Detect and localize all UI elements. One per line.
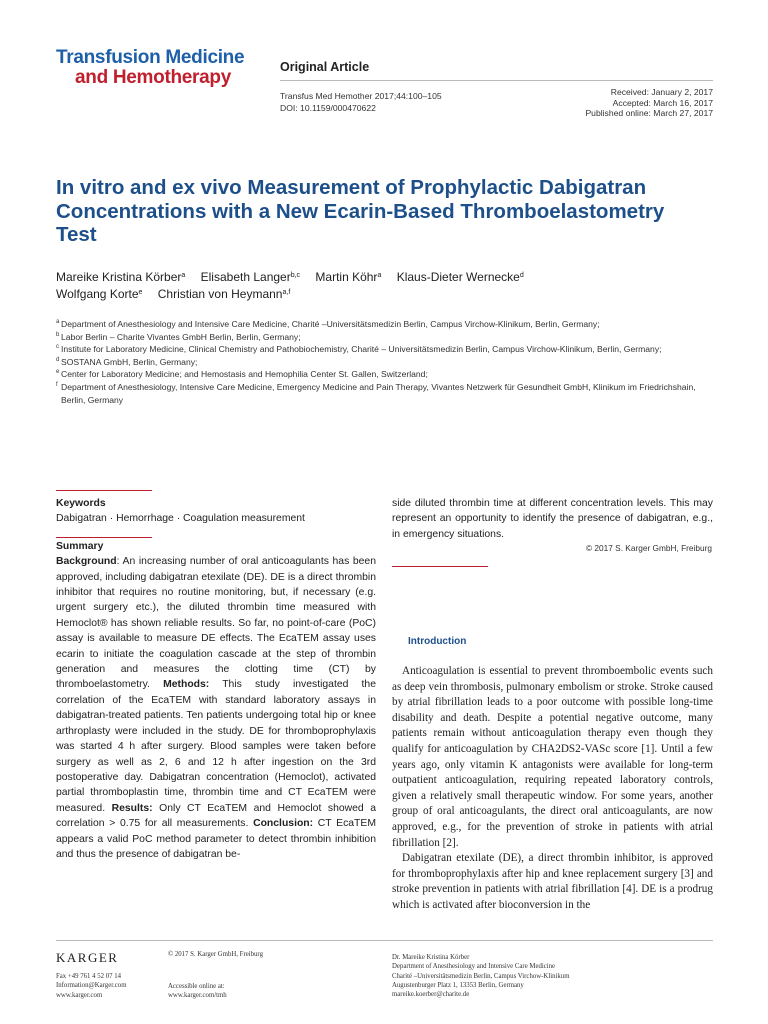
summary-end-rule (392, 566, 488, 567)
keywords-rule (56, 490, 152, 491)
abstract-column (56, 496, 376, 862)
affiliation: d SOSTANA GmbH, Berlin, Germany; (56, 356, 198, 367)
article-title: In vitro and ex vivo Measurement of Prophylactic Dabigatran Concentrations with a New Ecarin-Based Thromboelastometry Test (56, 176, 665, 246)
keywords-text: Dabigatran · Hemorrhage · Coagulation measurement (56, 513, 305, 525)
online-access (168, 982, 227, 1001)
article-type: Original Article (280, 60, 370, 74)
introduction-body (392, 664, 713, 914)
footer-divider (56, 940, 713, 941)
author[interactable]: Wolfgang Korte$^e$ (56, 287, 143, 301)
affiliation: f Department of Anesthesiology, Intensive Care Medicine, Emergency Medicine and Pain Therapy, Vivantes Netzwerk für Gesundheit GmbH, Klinikum im Friedrichshain, Berlin, Germany (56, 381, 696, 405)
publisher-logo: KARGER (56, 950, 119, 965)
received-date: Received: January 2, 2017 (610, 87, 713, 97)
publisher-contact (56, 972, 127, 1000)
introduction-paragraph: Dabigatran etexilate (DE), a direct thrombin inhibitor, is approved for thromboprophylaxis after hip and knee replacement surgery [3] and stroke prevention in patients with atrial fibrillation [4]. DE is a prodrug which is activated after bioconversion in the (392, 852, 713, 911)
keywords-heading: Keywords (56, 498, 106, 509)
journal-logo-line1: Transfusion Medicine (56, 47, 245, 68)
publisher-fax: Fax +49 761 4 52 07 14 (56, 973, 122, 980)
publisher-email[interactable]: Information@Karger.com (56, 982, 127, 990)
author-list (56, 268, 716, 302)
author[interactable]: Klaus-Dieter Wernecke$^d$ (396, 270, 524, 284)
journal-logo (56, 48, 244, 88)
conclusion-text: CT EcaTEM appears a valid PoC method parameter to detect thrombin inhibition and thus the presence of dabigatran be- (56, 818, 376, 860)
author[interactable]: Elisabeth Langer$^{b,c}$ (200, 270, 301, 284)
affiliation-list (56, 318, 716, 406)
summary-text: Background: An increasing number of oral anticoagulants has been approved, including dabigatran etexilate (DE). DE is a direct thrombin inhibitor that requires no routine monitoring, but, if necessary (e.g. urgent surgery etc.), the diluted thrombin time measured with Hemoclot® has shown reliable results. So far, no point-of-care (PoC) assay is available to measure DE effects. The EcaTEM assay uses ecarin to initiate the coagulation cascade at the step of thrombin generation and measures the clotting time (CT) by thromboelastometry. Methods: This study investigated the correlation of the EcaTEM with standard laboratory assays in dabigatran-treated patients. Ten patients undergoing total hip or knee arthroplasty were included in the study. DE for thromboprophylaxis was started 4 h after surgery. Blood samples were taken before surgery as well as 2, 6 and 12 h after ingestion on the 3rd postoperative day. Dabigatran concentration (Hemoclot), activated partial thromboplastin time, thrombin time and CT EcaTEM were measured. Results: Only CT EcaTEM and Hemoclot showed a correlation > 0.75 for all measurements. Conclusion: CT EcaTEM appears a valid PoC method parameter to detect thrombin inhibition and thus the presence of dabigatran be- (56, 556, 376, 860)
online-access-label: Accessible online at: (168, 983, 225, 990)
corresponding-email[interactable]: mareike.koerber@charite.de (392, 991, 470, 999)
doi[interactable]: DOI: 10.1159/000470622 (280, 103, 376, 113)
introduction-heading: Introduction (408, 636, 467, 647)
affiliation: b Labor Berlin – Charite Vivantes GmbH Berlin, Berlin, Germany; (56, 331, 301, 342)
affiliation: a Department of Anesthesiology and Intensive Care Medicine, Charité –Universitätsmedizin Berlin, Campus Virchow-Klinikum, Berlin, Germany; (56, 319, 600, 329)
affiliation: e Center for Laboratory Medicine; and Hemostasis and Hemophilia Center St. Gallen, Switzerland; (56, 369, 428, 380)
journal-citation: Transfus Med Hemother 2017;44:100–105 (280, 91, 442, 101)
author[interactable]: Christian von Heymann$^{a,f}$ (157, 287, 291, 301)
published-date: Published online: March 27, 2017 (585, 108, 713, 118)
summary-copyright: © 2017 S. Karger GmbH, Freiburg (585, 543, 712, 553)
introduction-paragraph: Anticoagulation is essential to prevent thromboembolic events such as deep vein thrombosis, pulmonary embolism or stroke. Stroke caused by atrial fibrillation leads to a poor outcome with possible long-time disability and death. Despite a potential negative outcome, many patients remain without anticoagulation therapy even though they qualify for anticoagulation by CHA2DS2-VASc score [1]. Until a few years ago, only vitamin K antagonists were available for long-term outpatient anticoagulation, requiring repeated laboratory controls, given a relatively small therapeutic window. For some years, another group of oral anticoagulants, the direct oral anticoagulants, are now approved, e.g., for the prevention of stroke in patients with atrial fibrillation [2]. (392, 665, 713, 849)
author[interactable]: Martin Köhr$^a$ (315, 270, 382, 284)
summary-heading: Summary (56, 540, 104, 552)
footer-copyright: © 2017 S. Karger GmbH, Freiburg (168, 951, 263, 958)
affiliation: c Institute for Laboratory Medicine, Clinical Chemistry and Pathobiochemistry, Charité – Universitätsmedizin Berlin, Campus Virchow-Klinikum, Berlin, Germany; (56, 344, 662, 355)
author[interactable]: Mareike Kristina Körber$^a$ (56, 270, 186, 284)
header-divider (280, 80, 713, 81)
corresponding-author: Dr. Mareike Kristina Körber Department of Anesthesiology and Intensive Care Medicine Charité –Universitätsmedizin Berlin, Campus Virchow-Klinikum Augustenburger Platz 1, 13353 Berlin, Germany mareike.koerber@charite.de (392, 954, 570, 999)
accepted-date: Accepted: March 16, 2017 (612, 97, 713, 108)
publication-dates (585, 87, 713, 119)
publisher-website[interactable]: www.karger.com (56, 991, 103, 999)
citation-block (280, 90, 442, 114)
summary-continuation: side diluted thrombin time at different concentration levels. This may represent an opportunity to identify the presence of dabigatran, e.g., in emergency situations. (392, 498, 713, 540)
online-access-url[interactable]: www.karger.com/tmh (168, 992, 227, 1000)
journal-logo-line2: and Hemotherapy (75, 67, 231, 88)
